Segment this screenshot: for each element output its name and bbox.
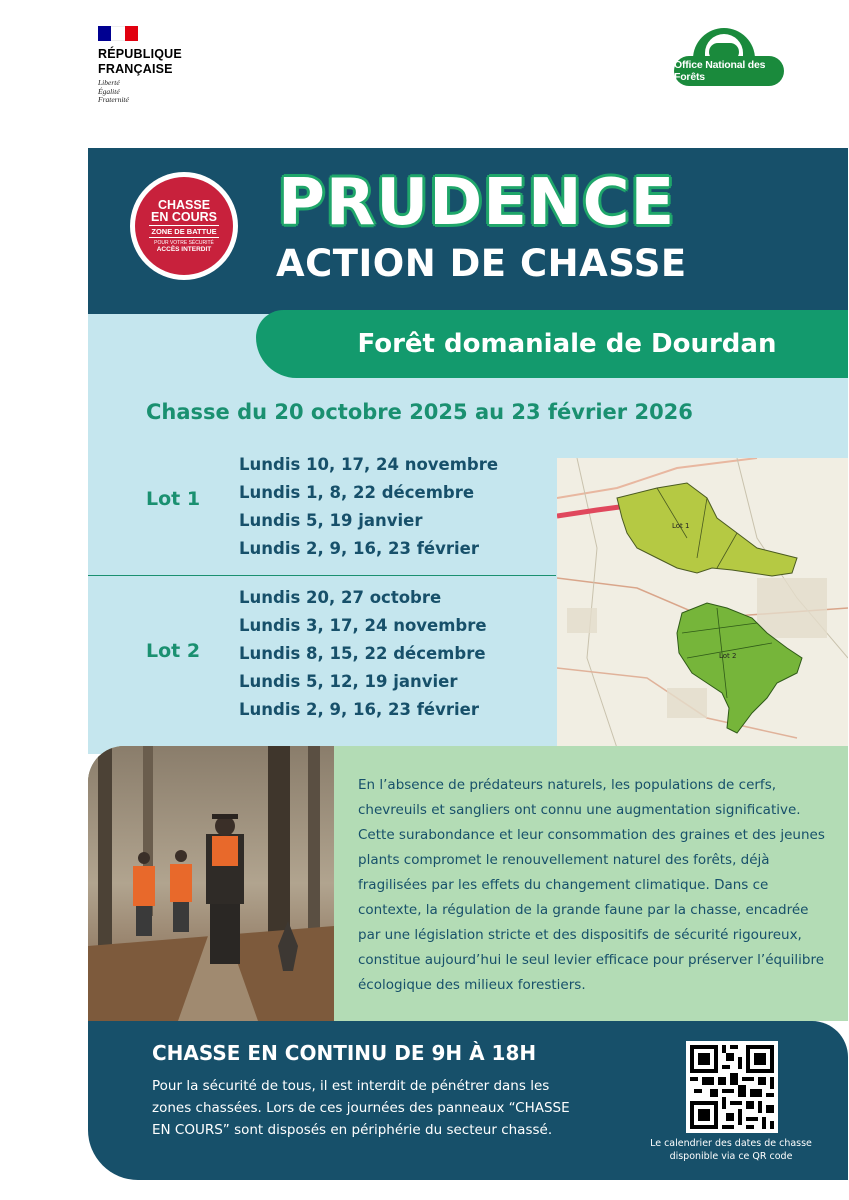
qr-caption: Le calendrier des dates de chasse disponible via ce QR code [650, 1138, 812, 1162]
header-band [88, 148, 848, 314]
lot-date: Lundis 10, 17, 24 novembre [239, 455, 499, 474]
safety-notice: Pour la sécurité de tous, il est interdit de pénétrer dans les zones chassées. Lors de ces journées des panneaux “CHASSE EN COURS” sont disposés en périphérie du secteur chassé. [152, 1078, 570, 1138]
lot-date: Lundis 5, 12, 19 janvier [239, 672, 458, 691]
badge-line-2: EN COURS [151, 210, 217, 224]
lot-date: Lundis 1, 8, 22 décembre [239, 483, 475, 502]
lot-divider [88, 575, 556, 576]
lot-2-label: Lot 2 [146, 640, 201, 662]
context-paragraph: En l’absence de prédateurs naturels, les populations de cerfs, chevreuils et sangliers ont connu une augmentation significative. Cette surabondance et leur consommation des graines et des jeunes plants compromet le renouvellement naturel des forêts, déjà fragilisées par les effets du changement climatique. Dans ce contexte, la régulation de la grande faune par la chasse, encadrée par une législation stricte et des dispositifs de sécurité rigoureux, constitue aujourd’hui le seul levier efficace pour préserver l’équilibre écologique des milieux forestiers. [358, 777, 825, 993]
map-lot-1-label: Lot 1 [672, 522, 690, 530]
hunting-lots-map [557, 458, 848, 748]
continuous-hunting-title: CHASSE EN CONTINU DE 9H À 18H [152, 1041, 537, 1065]
hunters-illustration [88, 746, 334, 1021]
map-graphic [557, 458, 848, 748]
poster-subtitle: ACTION DE CHASSE [276, 242, 687, 285]
qr-code-graphic [686, 1041, 778, 1133]
badge-line-1: CHASSE [157, 198, 211, 212]
forest-name: Forêt domaniale de Dourdan [357, 329, 777, 359]
lot-date: Lundis 8, 15, 22 décembre [239, 644, 486, 663]
lot-1-dates [239, 451, 498, 563]
lot-date: Lundis 2, 9, 16, 23 février [239, 539, 479, 558]
badge-line-3: ZONE DE BATTUE [151, 227, 217, 236]
lot-date: Lundis 20, 27 octobre [239, 588, 442, 607]
footer-band [88, 1021, 848, 1180]
chasse-en-cours-badge [130, 172, 238, 280]
badge-line-5: ACCÈS INTERDIT [156, 246, 212, 253]
republique-francaise-logo [98, 26, 182, 105]
poster-title: PRUDENCE [278, 166, 676, 240]
hunting-poster [88, 148, 848, 1180]
motto-egalite: Égalité [98, 86, 120, 96]
lot-date: Lundis 3, 17, 24 novembre [239, 616, 487, 635]
lot-1-label: Lot 1 [146, 488, 201, 510]
forest-banner [256, 310, 848, 378]
map-lot-2-label: Lot 2 [719, 652, 737, 660]
onf-name: Office National des Forêts [674, 56, 784, 86]
onf-logo [674, 28, 784, 90]
francaise-line: FRANÇAISE [98, 62, 173, 76]
qr-code-icon[interactable] [686, 1041, 778, 1133]
republic-motto [98, 79, 182, 105]
badge-line-4: POUR VOTRE SÉCURITÉ [154, 240, 214, 246]
lot-date: Lundis 5, 19 janvier [239, 511, 423, 530]
motto-liberte: Liberté [98, 78, 120, 87]
hunting-period: Chasse du 20 octobre 2025 au 23 février 2026 [146, 400, 693, 424]
lot-2-dates [239, 584, 487, 724]
republique-line: RÉPUBLIQUE [98, 47, 182, 61]
republique-title [98, 47, 182, 77]
lot-date: Lundis 2, 9, 16, 23 février [239, 700, 479, 719]
french-flag-icon [98, 26, 138, 41]
hunters-photo [88, 746, 334, 1021]
motto-fraternite: Fraternité [98, 95, 129, 104]
